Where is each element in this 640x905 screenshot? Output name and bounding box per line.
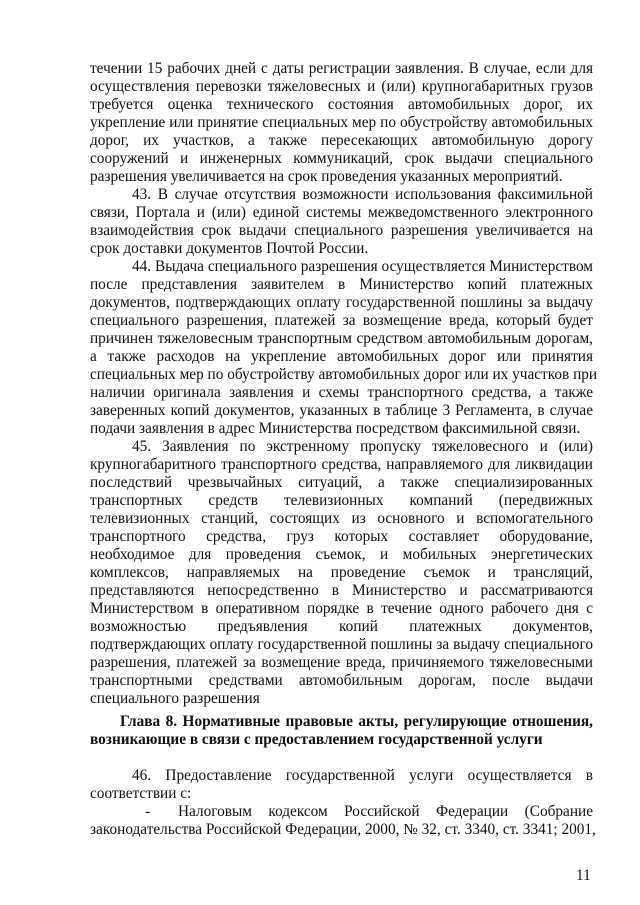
text-line: укрепление или принятие специальных мер по обустройству автомобильных	[90, 114, 593, 131]
text-line: требуется оценка технического состояния автомобильных дорог, их	[90, 96, 593, 113]
text-line: документов, подтверждающих оплату государственной пошлины за выдачу	[90, 294, 593, 311]
text-line: телевизионных станций, состоящих из основного и вспомогательного	[90, 510, 593, 527]
text-line: причинен тяжеловесным транспортным средством автомобильным дорогам,	[90, 330, 593, 347]
bullet-dash: -	[145, 803, 151, 820]
text-line: сооружений и инженерных коммуникаций, срок выдачи специального	[90, 150, 593, 167]
text-line: течении 15 рабочих дней с даты регистрации заявления. В случае, если для	[90, 60, 593, 77]
text-line: наличии оригинала заявления и схемы транспортного средства, а также	[90, 384, 593, 401]
text-line: а также расходов на укрепление автомобильных дорог или принятия	[90, 348, 593, 365]
text-line: крупногабаритного транспортного средства, направляемого для ликвидации	[90, 456, 593, 473]
heading-line: Глава 8. Нормативные правовые акты, регулирующие отношения,	[120, 713, 593, 730]
text-line: срок доставки документов Почтой России.	[90, 240, 369, 257]
text-line: законодательства Российской Федерации, 2000, № 32, ст. 3340, ст. 3341; 2001,	[90, 821, 596, 838]
page-number: 11	[576, 867, 591, 884]
text-line: соответствии с:	[90, 785, 192, 802]
text-line: транспортных средств телевизионных компаний (передвижных	[90, 492, 593, 509]
text-line: специального разрешения, платежей за возмещение вреда, который будет	[90, 312, 593, 329]
text-line: специальных мер по обустройству автомобильных дорог или их участков при	[90, 366, 598, 383]
text-line: представляются непосредственно в Министерство и рассматриваются	[90, 582, 593, 599]
text-line: заверенных копий документов, указанных в таблице 3 Регламента, в случае	[90, 402, 593, 419]
text-line: разрешения увеличивается на срок проведения указанных мероприятий.	[90, 168, 563, 185]
text-line: 44. Выдача специального разрешения осуществляется Министерством	[132, 258, 593, 275]
text-line: подачи заявления в адрес Министерства посредством факсимильной связи.	[90, 420, 581, 437]
text-line: необходимое для проведения съемок, и мобильных энергетических	[90, 546, 593, 563]
text-line: 45. Заявления по экстренному пропуску тяжеловесного и (или)	[132, 438, 593, 455]
text-line: дорог, их участков, а также пересекающих автомобильную дорогу	[90, 132, 593, 149]
text-line: специального разрешения	[90, 690, 260, 707]
text-line: возможностью предъявления копий платежных документов,	[90, 618, 593, 635]
text-line: взаимодействия срок выдачи специального разрешения увеличивается на	[90, 222, 593, 239]
text-line: 46. Предоставление государственной услуги осуществляется в	[132, 767, 593, 784]
text-line: 43. В случае отсутствия возможности использования факсимильной	[132, 186, 593, 203]
text-line: комплексов, направляемых на проведение съемок и трансляций,	[90, 564, 593, 581]
text-line: Министерством в оперативном порядке в течение одного рабочего дня с	[90, 600, 593, 617]
text-line: последствий чрезвычайных ситуаций, а также специализированных	[90, 474, 593, 491]
text-line: Налоговым кодексом Российской Федерации (Собрание	[178, 803, 593, 820]
text-line: транспортными средствами автомобильным дорогам, после выдачи	[90, 672, 593, 689]
text-line: подтверждающих оплату государственной пошлины за выдачу специального	[90, 636, 593, 653]
heading-line: возникающие в связи с предоставлением государственной услуги	[90, 731, 543, 748]
text-line: разрешения, платежей за возмещение вреда, причиняемого тяжеловесными	[90, 654, 593, 671]
text-line: осуществления перевозки тяжеловесных и (или) крупногабаритных грузов	[90, 78, 593, 95]
text-line: транспортного средства, груз которых составляет оборудование,	[90, 528, 593, 545]
text-line: после представления заявителем в Министерство копий платежных	[90, 276, 593, 293]
text-line: связи, Портала и (или) единой системы межведомственного электронного	[90, 204, 593, 221]
